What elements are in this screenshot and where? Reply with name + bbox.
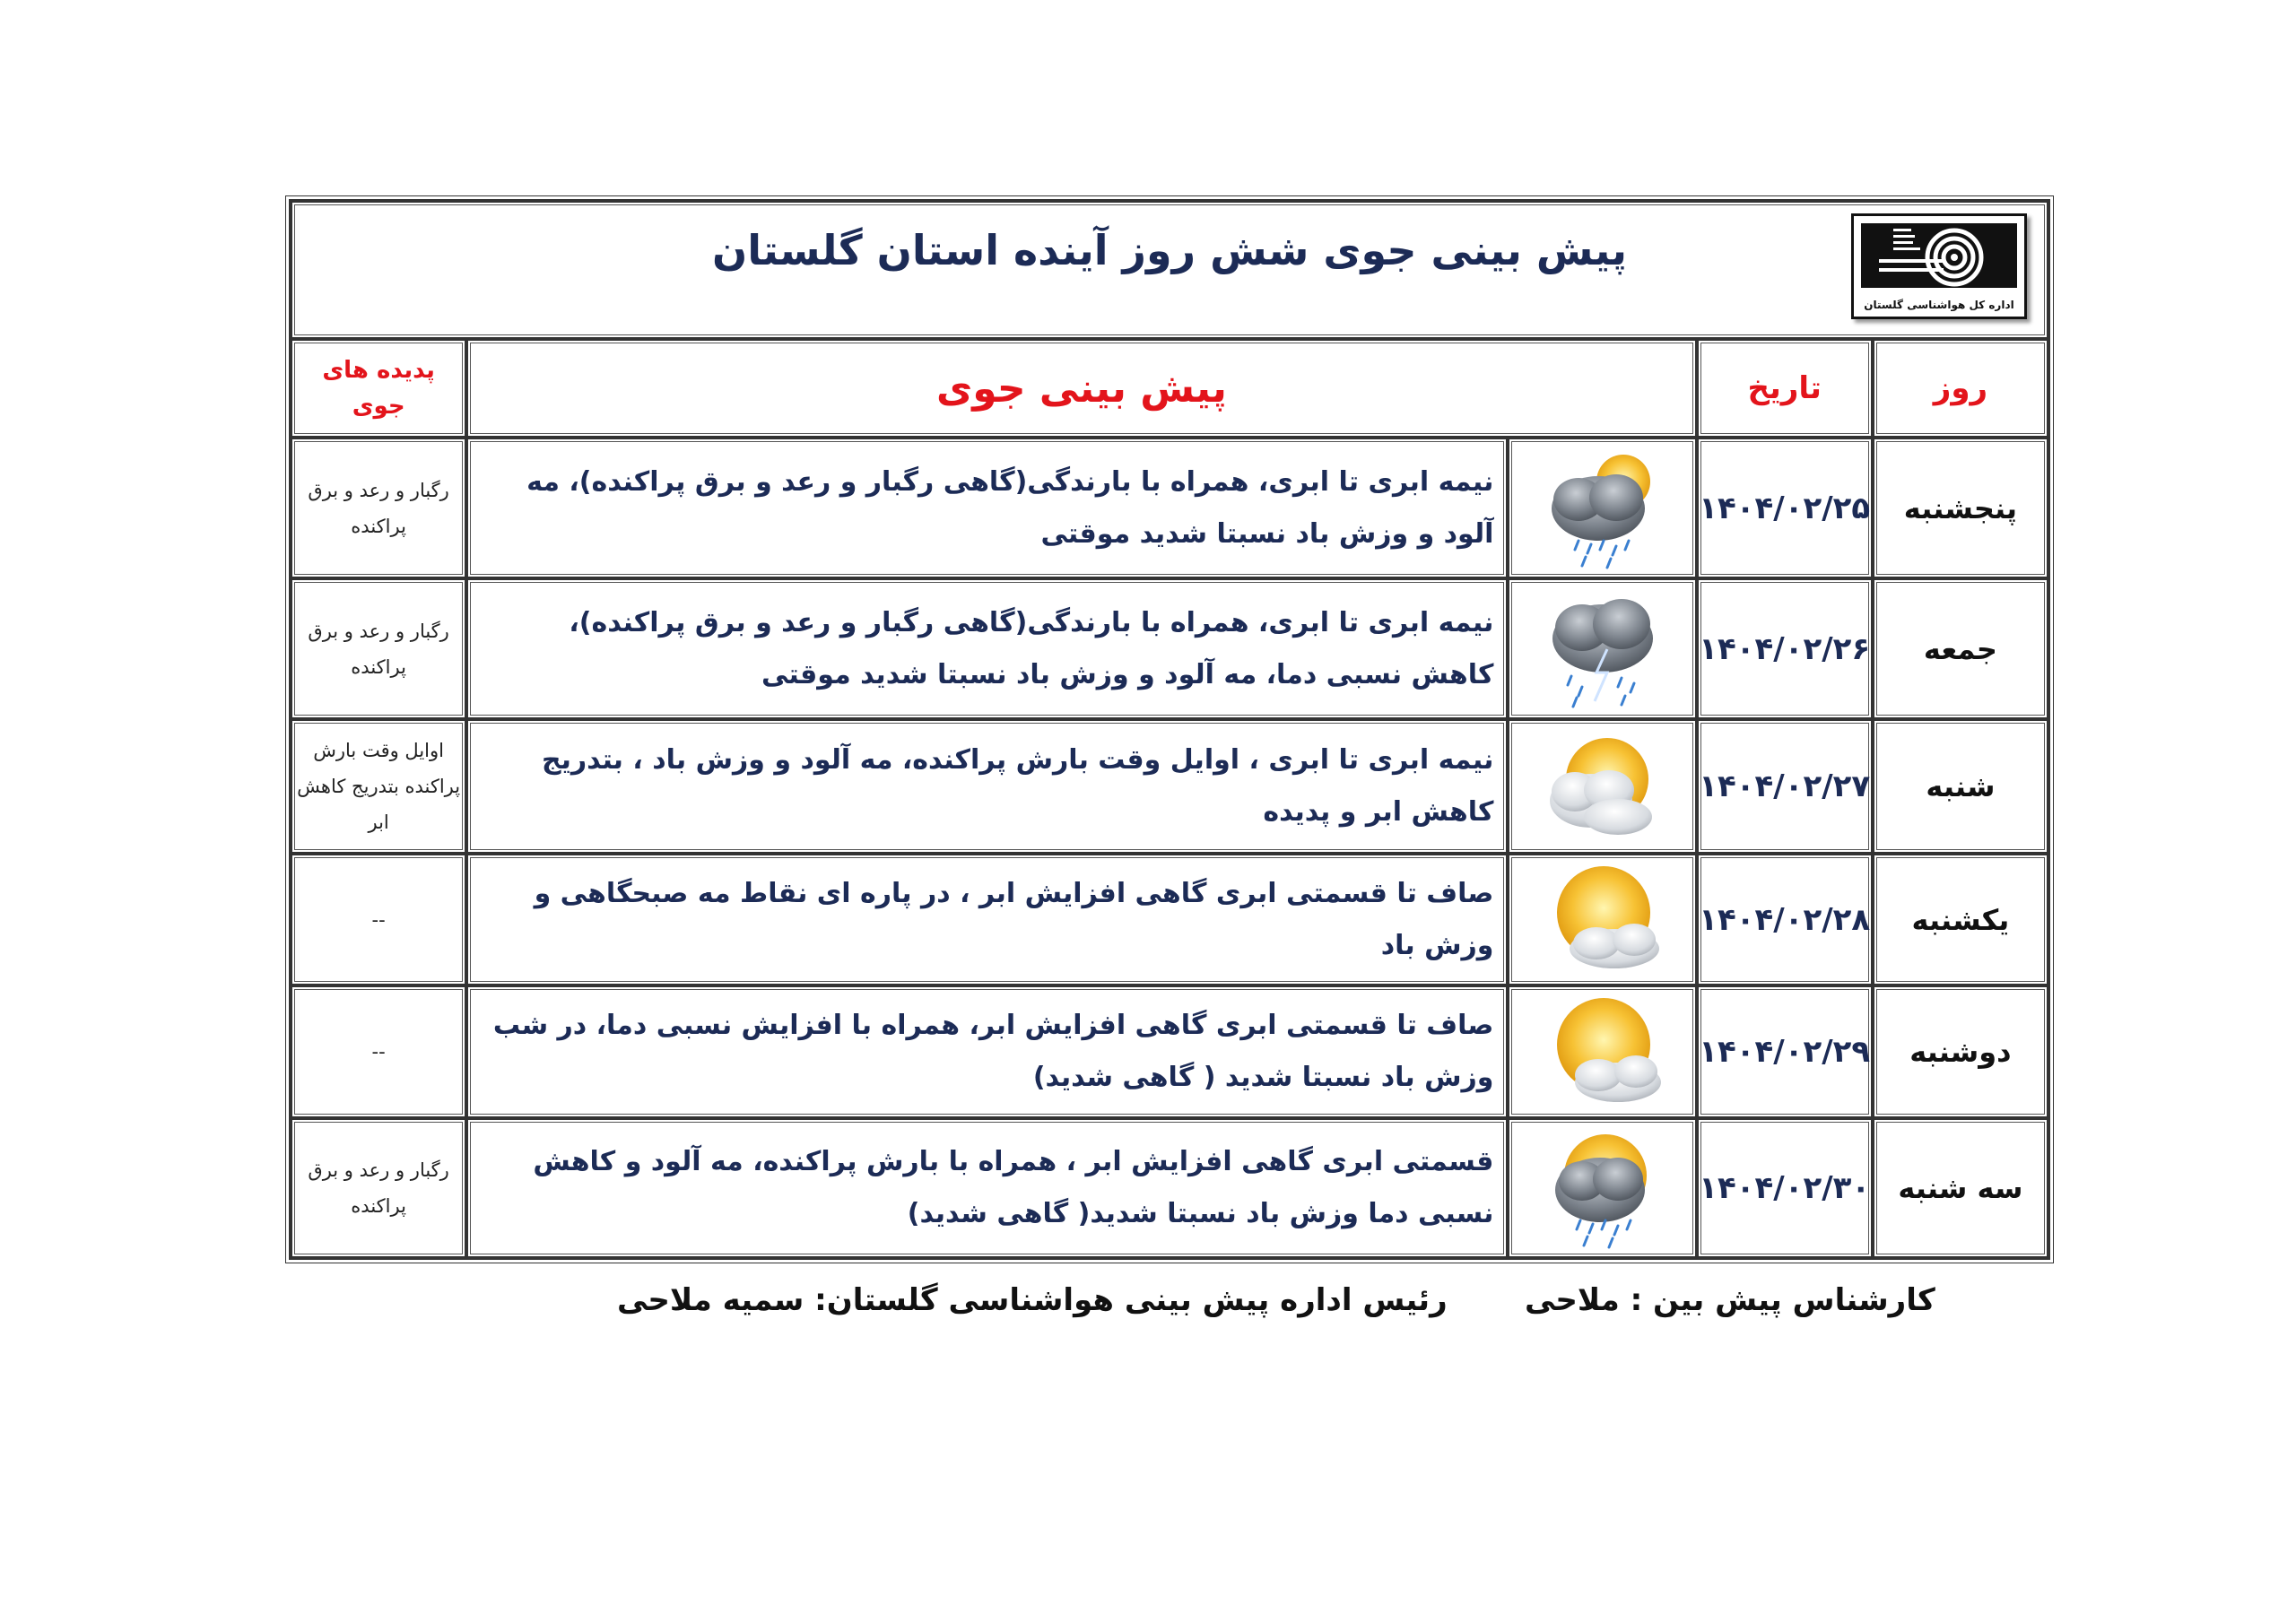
- forecast-description: نیمه ابری تا ابری، همراه با بارندگی(گاهی رگبار و رعد و برق پراکنده)، مه آلود و وزش باد نسبتا شدید موقتی: [466, 438, 1508, 578]
- title-row: [291, 201, 2048, 339]
- day-cell: سه شنبه: [1873, 1118, 2048, 1258]
- table-row: [291, 719, 2048, 854]
- forecast-description: صاف تا قسمتی ابری گاهی افزایش ابر ، در پاره ای نقاط مه صبحگاهی و وزش باد: [466, 854, 1508, 985]
- sun-cloud-icon: [1535, 857, 1670, 983]
- cloud-rain-sun-icon: [1535, 446, 1670, 571]
- weather-icon-cell: [1508, 854, 1696, 985]
- date-cell: ۱۴۰۴/۰۲/۲۶: [1697, 578, 1873, 719]
- weather-icon-cell: [1508, 578, 1696, 719]
- head-of-office-signature: رئیس اداره پیش بینی هواشناسی گلستان: سمیه ملاحی: [617, 1282, 1448, 1318]
- header-phenomena-line2: جوی: [352, 393, 405, 420]
- day-cell: شنبه: [1873, 719, 2048, 854]
- weather-icon-cell: [1508, 719, 1696, 854]
- partly-cloudy-icon: [1535, 724, 1670, 849]
- header-day: روز: [1873, 339, 2048, 438]
- date-cell: ۱۴۰۴/۰۲/۲۷: [1697, 719, 1873, 854]
- title-cell: [291, 201, 2048, 339]
- phenomena-cell: اوایل وقت بارش پراکنده بتدریج کاهش ابر: [291, 719, 466, 854]
- weather-icon-cell: [1508, 1118, 1696, 1258]
- phenomena-cell: --: [291, 854, 466, 985]
- sun-cloud-icon: [1535, 989, 1670, 1115]
- date-cell: ۱۴۰۴/۰۲/۲۸: [1697, 854, 1873, 985]
- weather-icon-cell: [1508, 438, 1696, 578]
- date-cell: ۱۴۰۴/۰۲/۲۵: [1697, 438, 1873, 578]
- day-cell: جمعه: [1873, 578, 2048, 719]
- day-cell: پنجشنبه: [1873, 438, 2048, 578]
- date-cell: ۱۴۰۴/۰۲/۲۹: [1697, 985, 1873, 1118]
- forecast-table: [289, 199, 2050, 1260]
- header-date: تاریخ: [1697, 339, 1873, 438]
- forecast-description: صاف تا قسمتی ابری گاهی افزایش ابر، همراه با افزایش نسبی دما، در شب وزش باد نسبتا شدید ( گاهی شدید): [466, 985, 1508, 1118]
- header-forecast: پیش بینی جوی: [466, 339, 1696, 438]
- table-row: [291, 854, 2048, 985]
- table-row: [291, 985, 2048, 1118]
- thunderstorm-icon: [1535, 586, 1670, 712]
- header-phenomena: [291, 339, 466, 438]
- header-row: [291, 339, 2048, 438]
- table-row: [291, 578, 2048, 719]
- forecast-description: نیمه ابری تا ابری، همراه با بارندگی(گاهی رگبار و رعد و برق پراکنده)، کاهش نسبی دما، مه آلود و وزش باد نسبتا شدید موقتی: [466, 578, 1508, 719]
- phenomena-cell: --: [291, 985, 466, 1118]
- page-title: پیش بینی جوی شش روز آینده استان گلستان: [711, 226, 1628, 274]
- date-cell: ۱۴۰۴/۰۲/۳۰: [1697, 1118, 1873, 1258]
- forecast-description: نیمه ابری تا ابری ، اوایل وقت بارش پراکنده، مه آلود و وزش باد ، بتدریج کاهش ابر و پدیده: [466, 719, 1508, 854]
- phenomena-cell: رگبار و رعد و برق پراکنده: [291, 1118, 466, 1258]
- phenomena-cell: رگبار و رعد و برق پراکنده: [291, 578, 466, 719]
- table-row: [291, 1118, 2048, 1258]
- phenomena-cell: رگبار و رعد و برق پراکنده: [291, 438, 466, 578]
- forecast-description: قسمتی ابری گاهی افزایش ابر ، همراه با بارش پراکنده، مه آلود و کاهش نسبی دما وزش باد نسبتا شدید( گاهی شدید): [466, 1118, 1508, 1258]
- forecaster-signature: کارشناس پیش بین : ملاحی: [1525, 1282, 1935, 1318]
- weather-icon-cell: [1508, 985, 1696, 1118]
- logo-caption: اداره کل هواشناسی گلستان: [1864, 299, 2014, 311]
- cloud-rain-sun-icon: [1535, 1125, 1670, 1251]
- table-row: [291, 438, 2048, 578]
- header-phenomena-line1: پدیده های: [322, 357, 435, 384]
- day-cell: دوشنبه: [1873, 985, 2048, 1118]
- day-cell: یکشنبه: [1873, 854, 2048, 985]
